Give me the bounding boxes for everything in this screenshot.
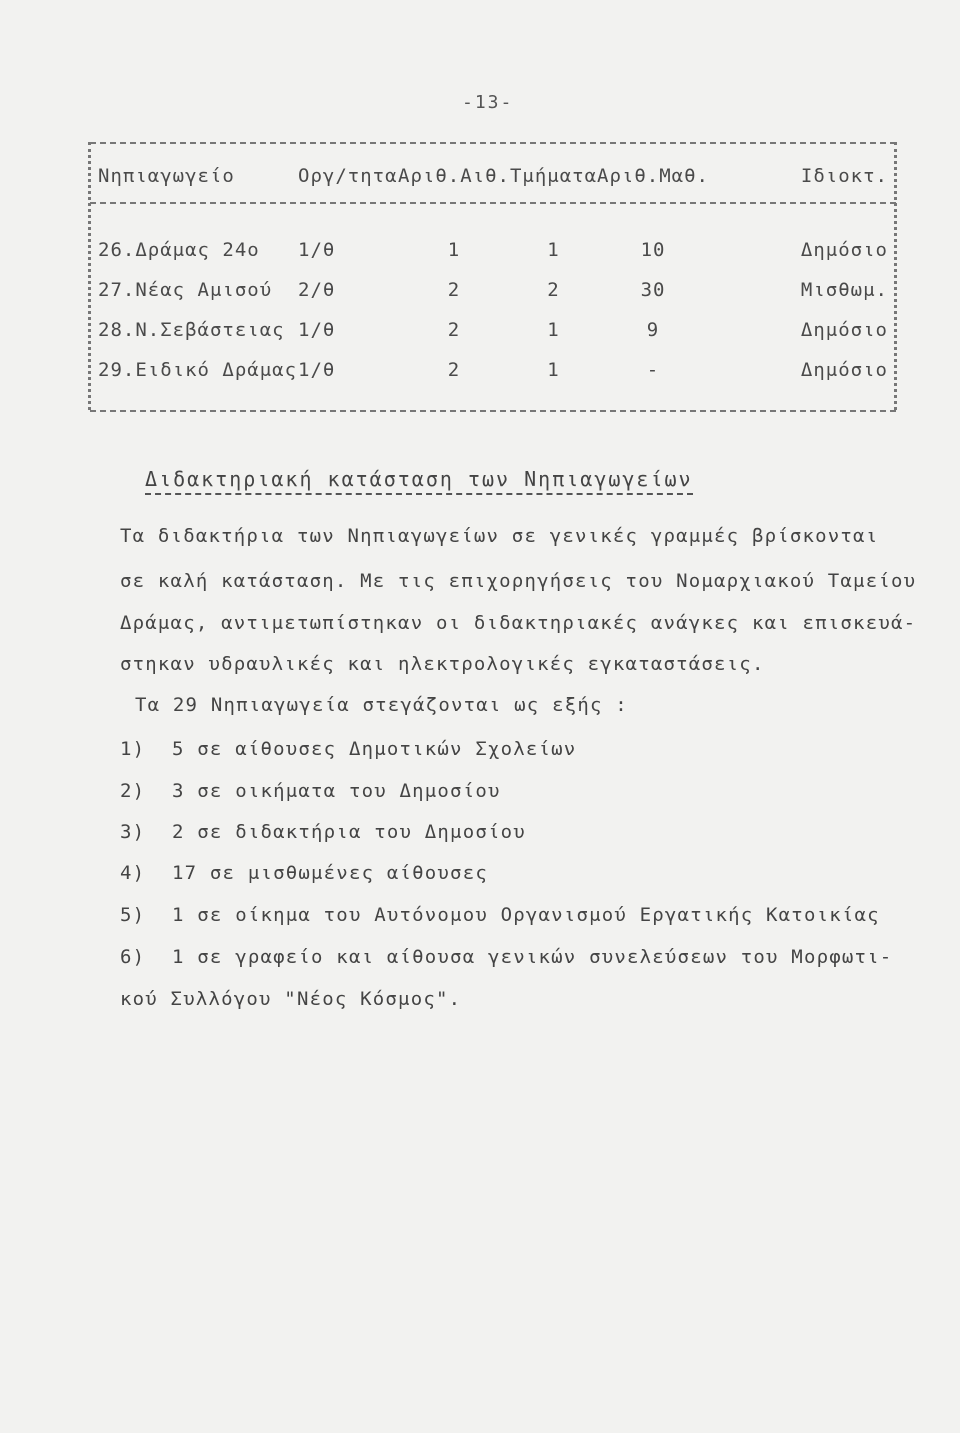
section-title: Διδακτηριακή κατάσταση των Νηπιαγωγείων: [145, 467, 693, 495]
table-top-rule: [90, 142, 896, 144]
table-row: [98, 350, 888, 390]
closing-line: κού Συλλόγου "Νέος Κόσμος".: [120, 988, 462, 1010]
cell-ownership: Μισθωμ.: [800, 279, 888, 301]
list-text: 17 σε μισθωμένες αίθουσες: [172, 862, 488, 884]
list-text: 2 σε διδακτήρια του Δημοσίου: [172, 821, 526, 843]
paragraph-line: Τα διδακτήρια των Νηπιαγωγείων σε γενικές γραμμές βρίσκονται: [120, 525, 879, 547]
table-bottom-rule: [90, 410, 896, 412]
cell-ownership: Δημόσιο: [800, 239, 888, 261]
header-kindergarten: Νηπιαγωγείο: [98, 165, 235, 187]
list-number: 6): [120, 946, 146, 968]
list-item: [120, 904, 880, 926]
list-item: [120, 946, 892, 968]
cell-ownership: Δημόσιο: [800, 319, 888, 341]
header-rooms: Αριθ.Αιθ.: [398, 165, 510, 187]
cell-organization: 1/θ: [298, 319, 336, 341]
cell-name: 29.Ειδικό Δράμας: [98, 359, 298, 381]
cell-students: 9: [646, 319, 660, 341]
cell-rooms: 2: [447, 279, 461, 301]
cell-sections: 1: [547, 359, 560, 381]
list-number: 1): [120, 738, 146, 760]
cell-organization: 1/θ: [298, 239, 336, 261]
cell-name: 28.Ν.Σεβάστειας: [98, 319, 285, 341]
list-number: 2): [120, 780, 146, 802]
header-students: Αριθ.Μαθ.: [597, 165, 709, 187]
paragraph-line: σε καλή κατάσταση. Με τις επιχορηγήσεις του Νομαρχιακού Ταμείου: [120, 570, 917, 592]
cell-sections: 2: [547, 279, 560, 301]
table-right-border: [894, 142, 897, 410]
list-item: [120, 821, 526, 843]
table-left-border: [88, 142, 91, 410]
cell-ownership: Δημόσιο: [800, 359, 888, 381]
list-number: 5): [120, 904, 146, 926]
list-text: 1 σε γραφείο και αίθουσα γενικών συνελεύσεων του Μορφωτι-: [172, 946, 893, 968]
kindergarten-table: [98, 160, 888, 390]
cell-organization: 1/θ: [298, 359, 336, 381]
cell-sections: 1: [547, 239, 560, 261]
list-item: [120, 738, 576, 760]
list-item: [120, 780, 501, 802]
table-row: [98, 270, 888, 310]
header-organization: Οργ/τητα: [298, 165, 398, 187]
cell-rooms: 2: [447, 319, 461, 341]
cell-rooms: 2: [447, 359, 461, 381]
table-row: [98, 230, 888, 270]
list-item: [120, 862, 488, 884]
cell-sections: 1: [547, 319, 560, 341]
cell-rooms: 1: [447, 239, 461, 261]
cell-students: 30: [640, 279, 666, 301]
list-number: 3): [120, 821, 146, 843]
header-ownership: Ιδιοκτ.: [800, 165, 888, 187]
intro-line: Τα 29 Νηπιαγωγεία στεγάζονται ως εξής :: [135, 694, 628, 716]
table-header-row: [98, 160, 888, 192]
header-sections: Τμήματα: [509, 165, 598, 187]
cell-name: 26.Δράμας 24ο: [98, 239, 260, 261]
list-text: 5 σε αίθουσες Δημοτικών Σχολείων: [172, 738, 577, 760]
paragraph-line: στηκαν υδραυλικές και ηλεκτρολογικές εγκαταστάσεις.: [120, 653, 765, 675]
list-text: 1 σε οίκημα του Αυτόνομου Οργανισμού Εργατικής Κατοικίας: [172, 904, 880, 926]
cell-organization: 2/θ: [298, 279, 336, 301]
list-text: 3 σε οικήματα του Δημοσίου: [172, 780, 501, 802]
table-row: [98, 310, 888, 350]
page-number: -13-: [462, 92, 514, 113]
cell-students: -: [646, 359, 660, 381]
list-number: 4): [120, 862, 146, 884]
cell-name: 27.Νέας Αμισού: [98, 279, 273, 301]
cell-students: 10: [640, 239, 666, 261]
paragraph-line: Δράμας, αντιμετωπίστηκαν οι διδακτηριακές ανάγκες και επισκευά-: [120, 612, 917, 634]
